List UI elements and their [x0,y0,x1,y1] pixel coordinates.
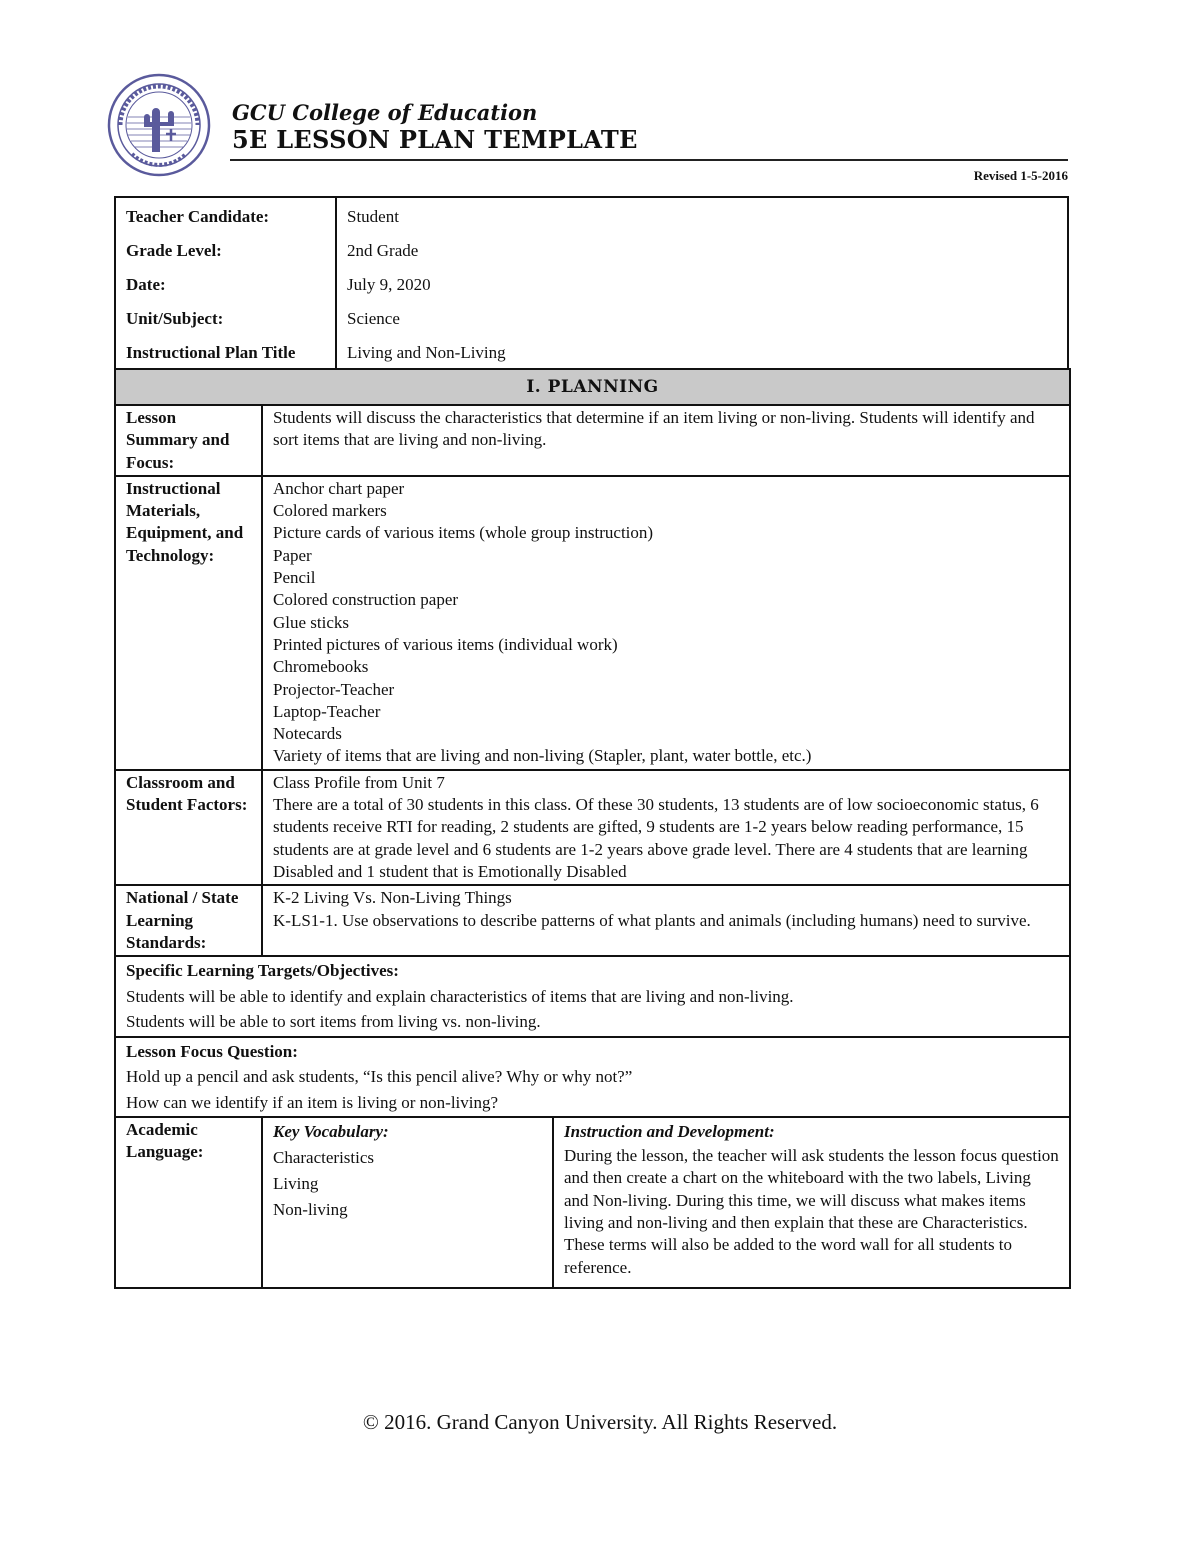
classroom-factors-text [262,770,1070,885]
classroom-line: There are a total of 30 students in this class. Of these 30 students, 13 students are of low socioeconomic status, 6 students receive RTI for reading, 2 students are gifted, 9 students are 1-2 years below reading performance, 15 students are at grade level and 6 students are 1-2 years above grade level. There are 4 students that are learning Disabled and 1 student that is Emotionally Disabled [273,795,1039,881]
info-label: Teacher Candidate: [115,197,336,234]
material-item: Printed pictures of various items (individual work) [273,634,618,654]
template-title: 5E LESSON PLAN TEMPLATE [232,125,638,154]
info-row [115,234,1068,268]
instruction-paragraph: These terms will also be added to the word wall for all students to reference. [564,1235,1013,1277]
vocab-item: Living [273,1174,319,1194]
lesson-summary-row [115,405,1070,476]
material-item: Chromebooks [273,657,369,677]
focus-question-row [115,1037,1070,1118]
lesson-summary-label: Lesson Summary and Focus: [115,405,262,476]
target-line: Students will be able to sort items from living vs. non-living. [126,1012,541,1032]
instruction-heading: Instruction and Development: [564,1122,775,1142]
planning-table [114,368,1071,1289]
instruction-cell [553,1117,1070,1288]
info-label: Instructional Plan Title [115,336,336,377]
instruction-paragraph: During the lesson, the teacher will ask students the lesson focus question and then create a chart on the whiteboard with the two labels, Living and Non-living. During this time, we will discuss what makes items living and non-living and then explain that these are Characteristics. [564,1146,1059,1233]
document-header [106,72,1068,182]
standards-text [262,885,1070,956]
material-item: Colored construction paper [273,590,459,610]
info-value: Student [347,207,399,226]
material-item: Pencil [273,568,316,588]
info-value: Science [347,309,400,328]
targets-cell [115,956,1070,1037]
info-label: Unit/Subject: [115,302,336,336]
info-table [114,196,1069,378]
academic-language-row [115,1117,1070,1288]
vocab-item: Non-living [273,1200,348,1220]
standards-label: National / State Learning Standards: [115,885,262,956]
classroom-line: Class Profile from Unit 7 [273,772,445,792]
materials-list [262,476,1070,770]
materials-label: Instructional Materials, Equipment, and Technology: [115,476,262,770]
key-vocabulary-cell [262,1117,553,1288]
info-value: July 9, 2020 [347,275,431,294]
material-item: Anchor chart paper [273,478,405,498]
material-item: Picture cards of various items (whole group instruction) [273,523,654,543]
revised-date: Revised 1-5-2016 [973,168,1068,183]
lesson-summary-text: Students will discuss the characteristics that determine if an item living or non-living. Students will identify and sort items that are living and non-living. [262,405,1070,476]
university-seal [106,72,212,178]
material-item: Variety of items that are living and non-living (Stapler, plant, water bottle, etc.) [273,746,812,766]
info-value: Living and Non-Living [347,343,506,362]
college-name: GCU College of Education [232,100,538,125]
standard-line: K-LS1-1. Use observations to describe patterns of what plants and animals (including humans) need to survive. [273,910,1031,930]
focus-question-line: How can we identify if an item is living or non-living? [126,1092,499,1112]
classroom-factors-label: Classroom and Student Factors: [115,770,262,885]
academic-language-label: Academic Language: [115,1117,262,1288]
material-item: Colored markers [273,501,387,521]
standards-row [115,885,1070,956]
material-item: Laptop-Teacher [273,701,381,721]
standard-line: K-2 Living Vs. Non-Living Things [273,888,512,908]
header-rule [230,159,1068,161]
materials-row [115,476,1070,770]
material-item: Paper [273,545,312,565]
focus-question-heading: Lesson Focus Question: [126,1041,298,1061]
targets-row [115,956,1070,1037]
targets-heading: Specific Learning Targets/Objectives: [126,961,399,981]
focus-question-line: Hold up a pencil and ask students, “Is this pencil alive? Why or why not?” [126,1067,633,1087]
info-row [115,197,1068,234]
focus-question-cell [115,1037,1070,1118]
copyright-footer: © 2016. Grand Canyon University. All Rights Reserved. [362,1410,838,1434]
vocab-item: Characteristics [273,1148,375,1168]
info-label: Date: [115,268,336,302]
info-row [115,268,1068,302]
target-line: Students will be able to identify and explain characteristics of items that are living and non-living. [126,986,794,1006]
material-item: Notecards [273,724,342,744]
planning-heading: I. PLANNING [115,369,1070,405]
material-item: Glue sticks [273,612,350,632]
material-item: Projector-Teacher [273,679,395,699]
info-value: 2nd Grade [347,241,419,260]
classroom-factors-row [115,770,1070,885]
key-vocabulary-heading: Key Vocabulary: [273,1122,389,1142]
info-row [115,302,1068,336]
info-label: Grade Level: [115,234,336,268]
